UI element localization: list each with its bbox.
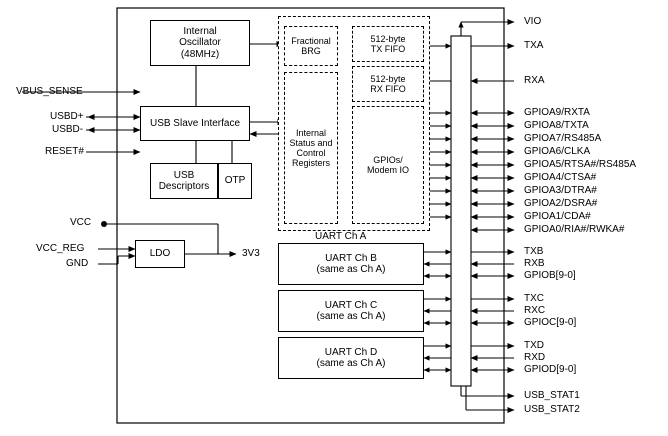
status-control-line2: Status and — [289, 138, 333, 148]
status-control-line3: Control — [296, 148, 326, 158]
gpio-modem-line2: Modem IO — [366, 165, 409, 175]
uart-ch-d-line1: UART Ch D — [324, 346, 378, 358]
pin-label-usb-stat2: USB_STAT2 — [524, 404, 580, 415]
pin-label-vio: VIO — [524, 16, 542, 27]
rx-fifo-block — [352, 66, 424, 102]
internal-oscillator-block — [150, 20, 250, 66]
status-control-line4: Registers — [291, 158, 330, 168]
otp-label: OTP — [224, 175, 246, 187]
pin-label-rxc: RXC — [524, 305, 546, 316]
pin-label-gpioa2: GPIOA2/DSRA# — [524, 198, 598, 209]
internal-oscillator-line1: Internal — [183, 25, 217, 37]
pin-label-txa: TXA — [524, 40, 544, 51]
uart-ch-c-block — [278, 290, 424, 332]
tx-fifo-block — [352, 26, 424, 62]
pin-label-gpioa3: GPIOA3/DTRA# — [524, 185, 597, 196]
rx-fifo-line2: RX FIFO — [370, 84, 406, 94]
internal-oscillator-line3: (48MHz) — [180, 48, 220, 60]
uart-ch-d-line2: (same as Ch A) — [316, 358, 386, 369]
uart-ch-a-label: UART Ch A — [315, 231, 367, 242]
usb-descriptors-line2: Descriptors — [158, 181, 210, 192]
pin-label-usb-stat1: USB_STAT1 — [524, 390, 580, 401]
pin-label-gpioa4: GPIOA4/CTSA# — [524, 172, 597, 183]
pin-label-gpioa5: GPIOA5/RTSA#/RS485A — [524, 159, 637, 170]
pin-label-txb: TXB — [524, 246, 544, 257]
uart-ch-b-line2: (same as Ch A) — [316, 264, 386, 275]
pin-label-gpioa8: GPIOA8/TXTA — [524, 120, 589, 131]
pin-label-gnd: GND — [66, 258, 89, 269]
pin-label-gpioa1: GPIOA1/CDA# — [524, 211, 591, 222]
pin-label-rxa: RXA — [524, 75, 545, 86]
gpio-modem-line1: GPIOs/ — [373, 155, 403, 165]
usb-descriptors-line1: USB — [173, 169, 195, 181]
usb-slave-interface-block — [140, 106, 250, 141]
ldo-label: LDO — [149, 248, 171, 260]
fractional-brg-line1: Fractional — [291, 36, 331, 46]
pin-label-txc: TXC — [524, 293, 544, 304]
uart-ch-d-block — [278, 337, 424, 379]
pin-label-gpioa6: GPIOA6/CLKA — [524, 146, 591, 157]
uart-ch-c-line2: (same as Ch A) — [316, 311, 386, 322]
uart-ch-c-line1: UART Ch C — [324, 299, 378, 311]
pin-label-gpioa0: GPIOA0/RIA#/RWKA# — [524, 224, 625, 235]
uart-ch-b-line1: UART Ch B — [325, 252, 377, 264]
pin-label-gpiod: GPIOD[9-0] — [524, 364, 577, 375]
pin-label-usbd-minus: USBD- — [52, 124, 84, 135]
ldo-block — [135, 240, 185, 268]
otp-block — [218, 163, 252, 199]
status-control-registers-block — [284, 72, 338, 224]
pin-label-gpioa7: GPIOA7/RS485A — [524, 133, 602, 144]
pin-label-vbus-sense: VBUS_SENSE — [16, 86, 83, 97]
pin-label-usbd-plus: USBD+ — [50, 111, 84, 122]
tx-fifo-line2: TX FIFO — [370, 44, 406, 54]
pin-label-gpiob: GPIOB[9-0] — [524, 270, 576, 281]
pin-label-vcc-reg: VCC_REG — [36, 243, 85, 254]
tx-fifo-line1: 512-byte — [370, 34, 406, 44]
fractional-brg-line2: BRG — [301, 46, 321, 56]
pin-label-vcc: VCC — [70, 217, 92, 228]
pin-label-reset: RESET# — [45, 146, 84, 157]
rx-fifo-line1: 512-byte — [370, 74, 406, 84]
fractional-brg-block — [284, 26, 338, 66]
pin-label-gpioa9: GPIOA9/RXTA — [524, 107, 590, 118]
internal-label-3v3: 3V3 — [242, 248, 260, 259]
usb-slave-interface-label: USB Slave Interface — [149, 117, 241, 129]
internal-oscillator-line2: Oscillator — [179, 37, 221, 49]
pin-label-gpioc: GPIOC[9-0] — [524, 317, 577, 328]
usb-descriptors-block — [150, 163, 218, 199]
pin-label-txd: TXD — [524, 340, 544, 351]
gpio-modem-io-block — [352, 106, 424, 224]
uart-ch-b-block — [278, 243, 424, 285]
pin-label-rxd: RXD — [524, 352, 546, 363]
status-control-line1: Internal — [295, 128, 327, 138]
pin-label-rxb: RXB — [524, 258, 545, 269]
